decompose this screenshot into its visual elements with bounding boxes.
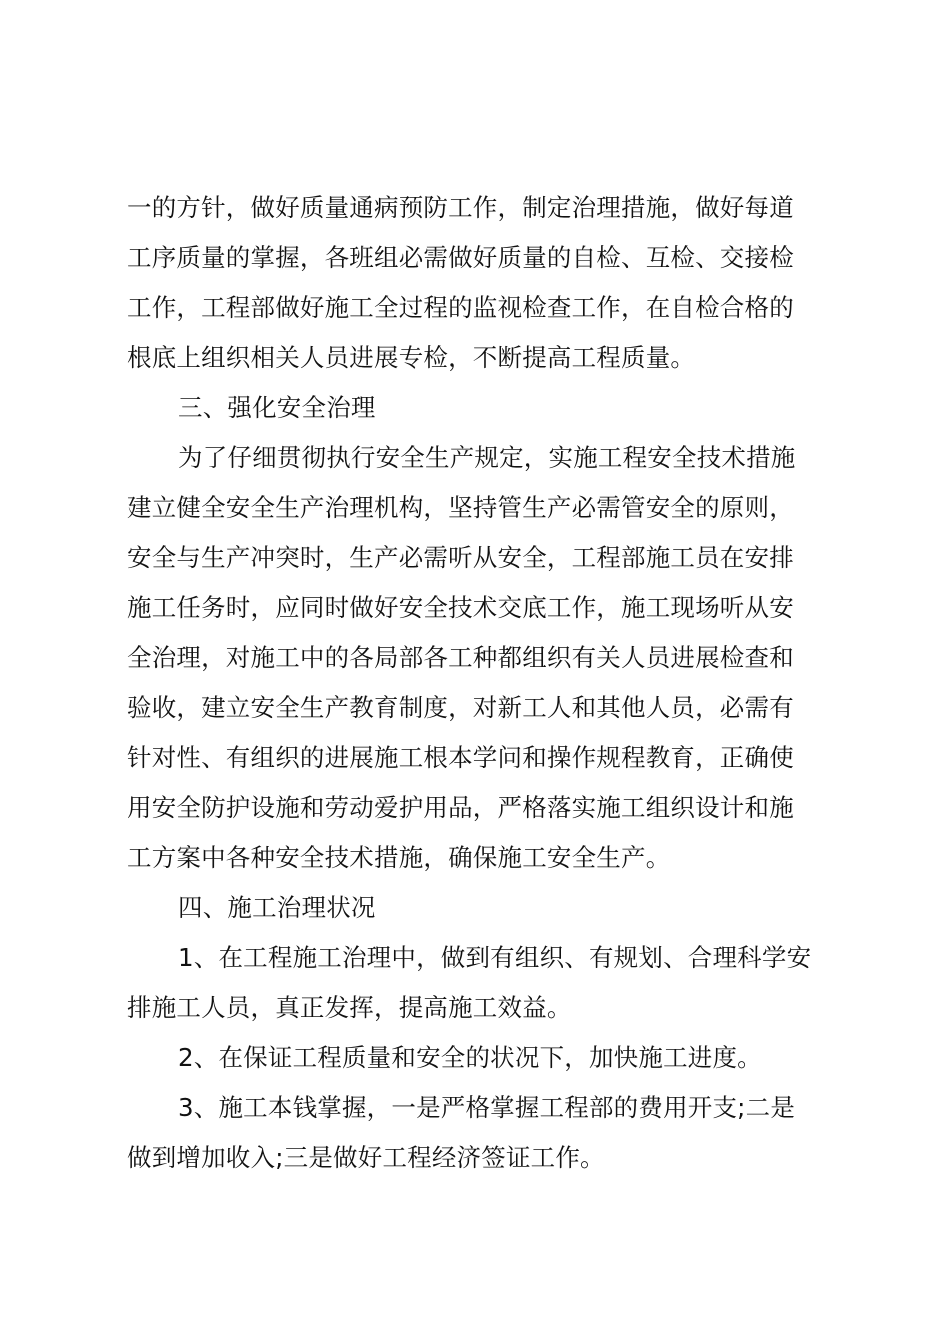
list-item: 3、施工本钱掌握，一是严格掌握工程部的费用开支;二是 bbox=[178, 1093, 796, 1122]
text-line: 建立健全安全生产治理机构，坚持管生产必需管安全的原则， bbox=[127, 493, 794, 522]
text-line: 排施工人员，真正发挥，提高施工效益。 bbox=[127, 993, 572, 1022]
text-line: 施工任务时，应同时做好安全技术交底工作，施工现场听从安 bbox=[127, 593, 794, 622]
list-item: 1、在工程施工治理中，做到有组织、有规划、合理科学安 bbox=[178, 943, 812, 972]
section-heading: 三、强化安全治理 bbox=[178, 393, 376, 422]
text-line: 针对性、有组织的进展施工根本学问和操作规程教育，正确使 bbox=[127, 743, 794, 772]
text-line: 做到增加收入;三是做好工程经济签证工作。 bbox=[127, 1143, 605, 1172]
text-line: 验收，建立安全生产教育制度，对新工人和其他人员，必需有 bbox=[127, 693, 794, 722]
text-line: 一的方针，做好质量通病预防工作，制定治理措施，做好每道 bbox=[127, 193, 794, 222]
text-line: 工序质量的掌握，各班组必需做好质量的自检、互检、交接检 bbox=[127, 243, 794, 272]
text-line: 安全与生产冲突时，生产必需听从安全，工程部施工员在安排 bbox=[127, 543, 794, 572]
text-line: 工方案中各种安全技术措施，确保施工安全生产。 bbox=[127, 843, 671, 872]
text-line: 用安全防护设施和劳动爱护用品，严格落实施工组织设计和施 bbox=[127, 793, 794, 822]
text-line: 工作，工程部做好施工全过程的监视检查工作，在自检合格的 bbox=[127, 293, 794, 322]
list-item: 2、在保证工程质量和安全的状况下，加快施工进度。 bbox=[178, 1043, 762, 1072]
text-line: 为了仔细贯彻执行安全生产规定，实施工程安全技术措施 bbox=[178, 443, 796, 472]
document-body bbox=[127, 183, 837, 1183]
text-line: 根底上组织相关人员进展专检，不断提高工程质量。 bbox=[127, 343, 696, 372]
section-heading: 四、施工治理状况 bbox=[178, 893, 376, 922]
text-line: 全治理，对施工中的各局部各工种都组织有关人员进展检查和 bbox=[127, 643, 794, 672]
